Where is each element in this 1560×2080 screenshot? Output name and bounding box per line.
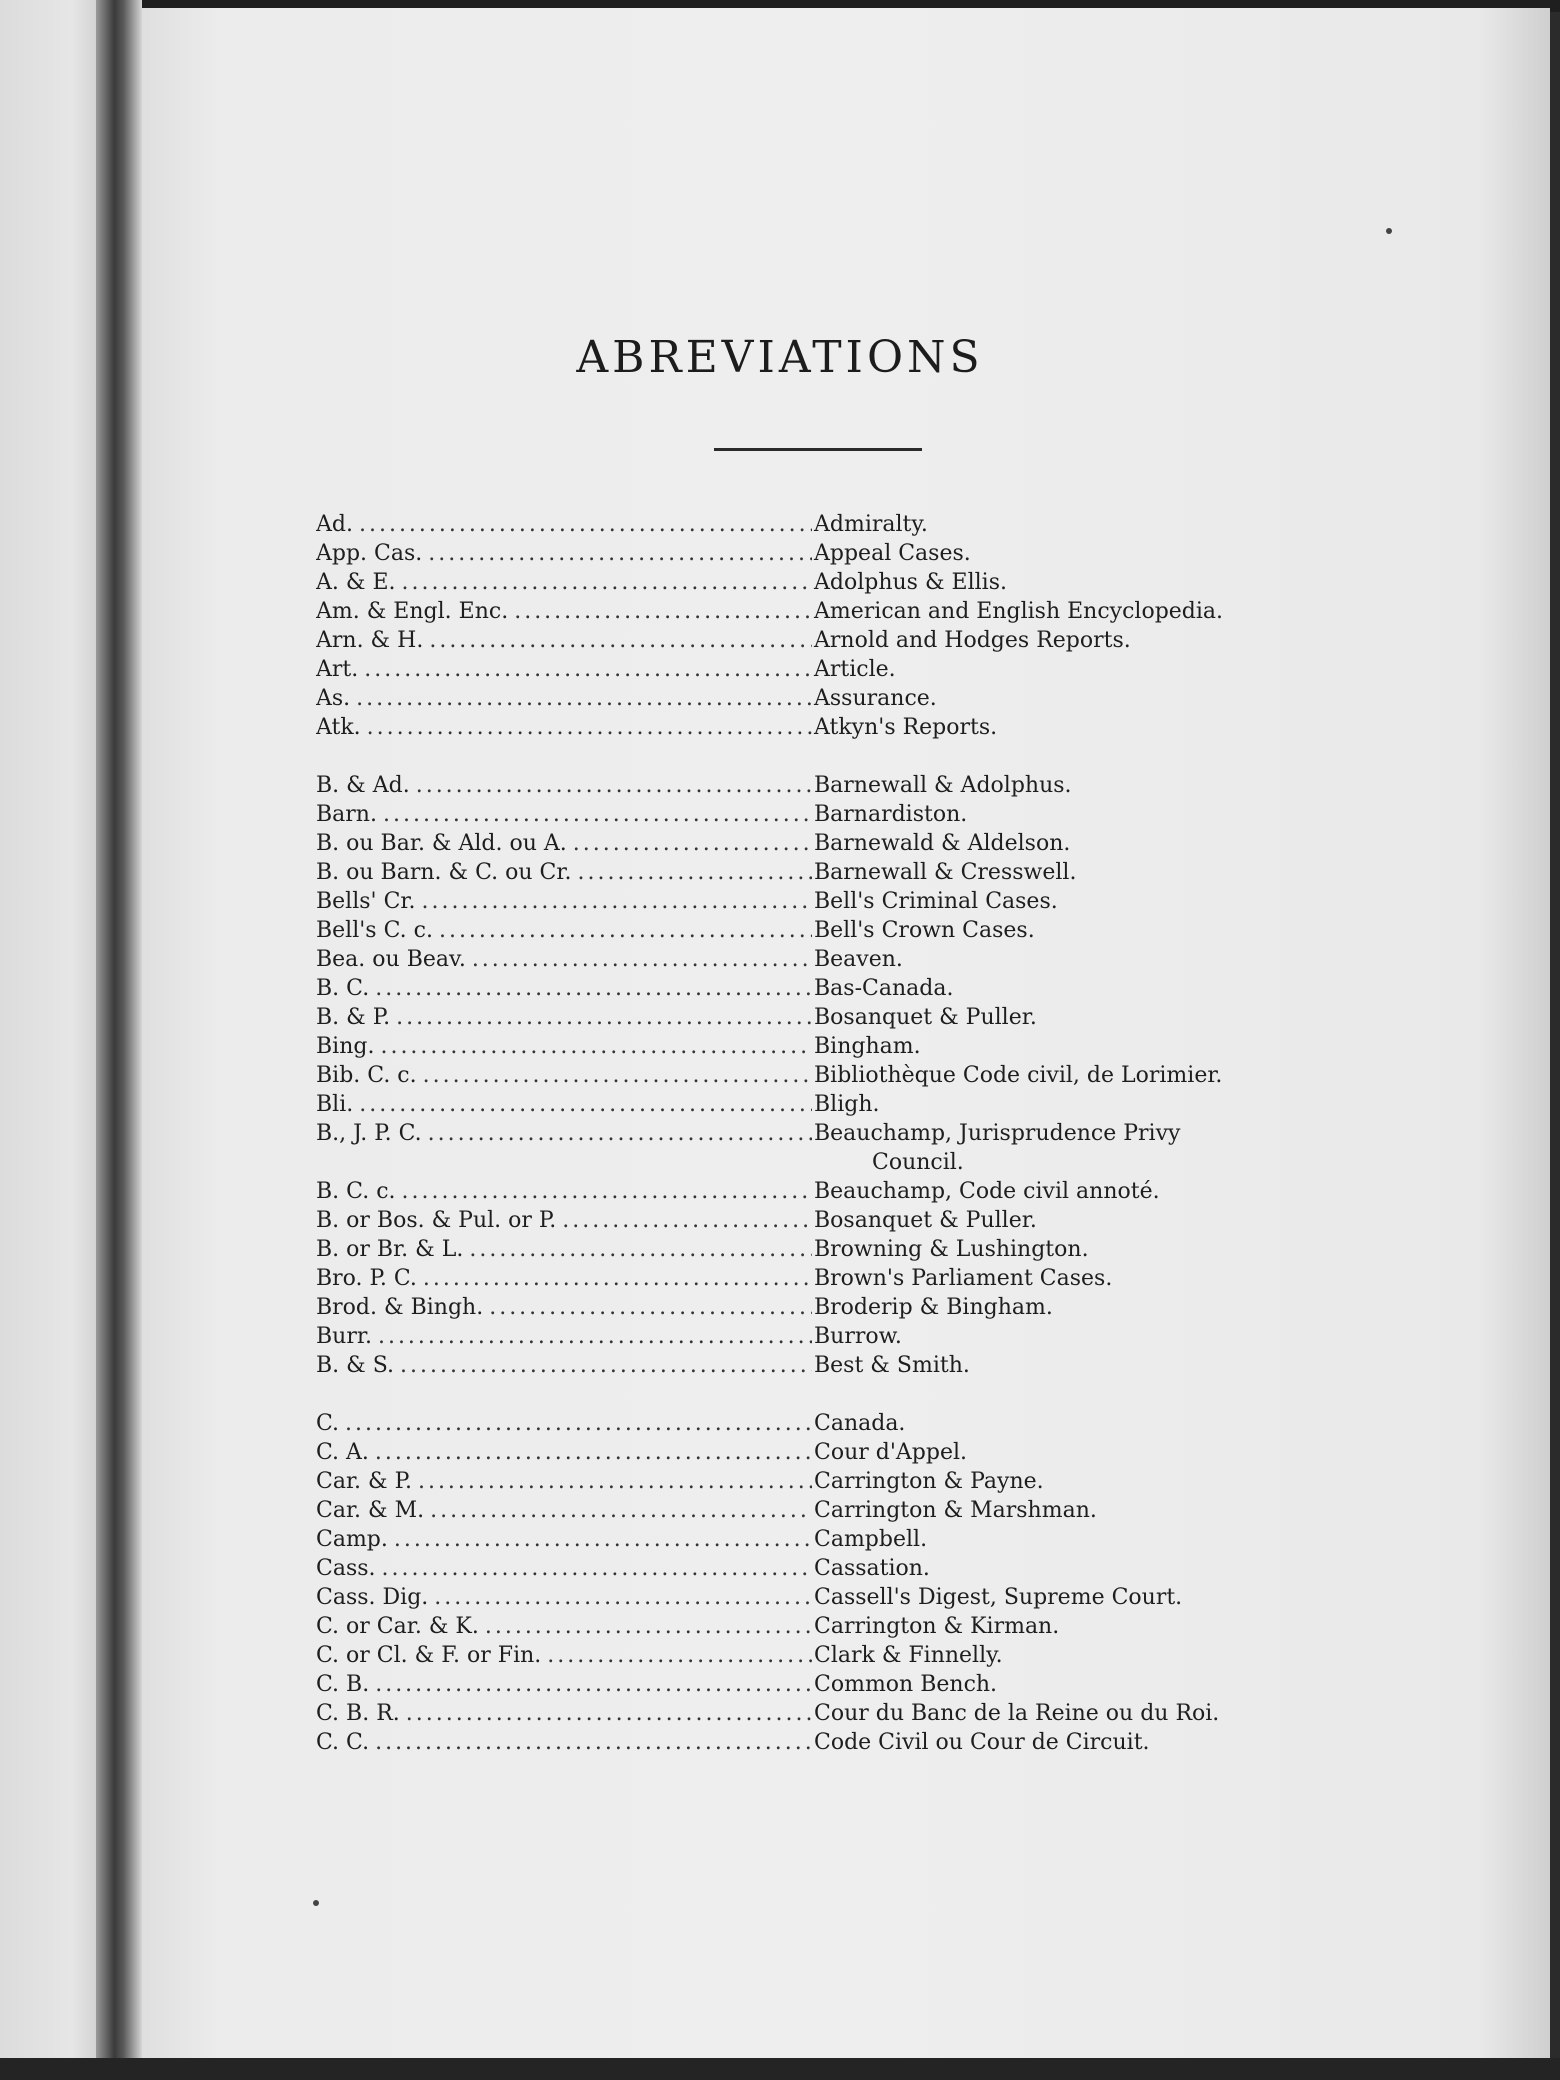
abbreviation-meaning bbox=[812, 1728, 1320, 1757]
abbreviation-meaning bbox=[812, 1670, 1320, 1699]
abbreviation-entry bbox=[316, 1699, 1320, 1728]
abbreviation: C. or Car. & K. bbox=[316, 1614, 479, 1639]
abbreviation-meaning bbox=[812, 1235, 1320, 1264]
abbreviation: Car. & P. bbox=[316, 1469, 412, 1494]
abbreviation-entry bbox=[316, 1206, 1320, 1235]
abbreviation-meaning bbox=[812, 1409, 1320, 1438]
abbreviation-meaning bbox=[812, 1090, 1320, 1119]
abbreviation: Camp. bbox=[316, 1527, 388, 1552]
dot-leader bbox=[418, 1467, 812, 1496]
meaning-text: Bibliothèque Code civil, de Lorimier. bbox=[814, 1063, 1223, 1088]
dot-leader bbox=[375, 1670, 812, 1699]
book-gutter bbox=[96, 0, 142, 2080]
dot-leader bbox=[439, 916, 812, 945]
abbreviation: B. or Bos. & Pul. or P. bbox=[316, 1208, 557, 1233]
abbreviation-meaning bbox=[812, 597, 1320, 626]
abbreviation-entry bbox=[316, 916, 1320, 945]
dot-leader bbox=[394, 1525, 812, 1554]
abbreviation: B., J. P. C. bbox=[316, 1121, 422, 1146]
abbreviation-entry bbox=[316, 1264, 1320, 1293]
dot-leader bbox=[356, 684, 812, 713]
abbreviation: B. & P. bbox=[316, 1005, 391, 1030]
abbreviation: A. & E. bbox=[316, 570, 396, 595]
abbreviation-meaning bbox=[812, 800, 1320, 829]
dot-leader bbox=[469, 1235, 812, 1264]
meaning-text: Bell's Criminal Cases. bbox=[814, 889, 1058, 914]
dot-leader bbox=[382, 1554, 812, 1583]
abbreviation: Cass. Dig. bbox=[316, 1585, 429, 1610]
abbreviation: Arn. & H. bbox=[316, 628, 424, 653]
meaning-text: Beaven. bbox=[814, 947, 903, 972]
abbreviation-meaning bbox=[812, 655, 1320, 684]
section-c bbox=[316, 1409, 1320, 1757]
abbreviation-meaning bbox=[812, 1206, 1320, 1235]
abbreviation-list bbox=[316, 510, 1320, 1786]
meaning-text: Common Bench. bbox=[814, 1672, 998, 1697]
abbreviation-entry bbox=[316, 1496, 1320, 1525]
meaning-text: Barnardiston. bbox=[814, 802, 968, 827]
abbreviation: C. B. R. bbox=[316, 1701, 400, 1726]
abbreviation: Car. & M. bbox=[316, 1498, 425, 1523]
meaning-text: Cour d'Appel. bbox=[814, 1440, 967, 1465]
abbreviation-entry bbox=[316, 568, 1320, 597]
paper-speck bbox=[313, 1900, 319, 1906]
abbreviation-entry bbox=[316, 1438, 1320, 1467]
dot-leader bbox=[562, 1206, 812, 1235]
page-title: ABREVIATIONS bbox=[576, 332, 984, 383]
abbreviation-entry bbox=[316, 539, 1320, 568]
abbreviation-entry bbox=[316, 1119, 1320, 1177]
abbreviation-meaning bbox=[812, 1293, 1320, 1322]
meaning-text: Beauchamp, Code civil annoté. bbox=[814, 1179, 1160, 1204]
meaning-text: Cour du Banc de la Reine ou du Roi. bbox=[814, 1701, 1220, 1726]
abbreviation-entry bbox=[316, 1322, 1320, 1351]
meaning-text: Barnewall & Adolphus. bbox=[814, 773, 1072, 798]
dot-leader bbox=[423, 1061, 812, 1090]
abbreviation-meaning bbox=[812, 1554, 1320, 1583]
abbreviation-entry bbox=[316, 1728, 1320, 1757]
abbreviation: As. bbox=[316, 686, 351, 711]
abbreviation-entry bbox=[316, 510, 1320, 539]
abbreviation: Atk. bbox=[316, 715, 361, 740]
abbreviation: C. A. bbox=[316, 1440, 369, 1465]
paper-speck bbox=[1386, 228, 1392, 234]
abbreviation-entry bbox=[316, 684, 1320, 713]
title-rule bbox=[714, 448, 922, 451]
meaning-text: Code Civil ou Cour de Circuit. bbox=[814, 1730, 1150, 1755]
meaning-text: Atkyn's Reports. bbox=[814, 715, 998, 740]
abbreviation-entry bbox=[316, 1061, 1320, 1090]
dot-leader bbox=[423, 1264, 812, 1293]
meaning-continuation: Council. bbox=[872, 1150, 964, 1175]
meaning-text: Barnewall & Cresswell. bbox=[814, 860, 1077, 885]
dot-leader bbox=[514, 597, 812, 626]
abbreviation: Bib. C. c. bbox=[316, 1063, 417, 1088]
abbreviation: C. or Cl. & F. or Fin. bbox=[316, 1643, 542, 1668]
abbreviation-entry bbox=[316, 1554, 1320, 1583]
abbreviation: Cass. bbox=[316, 1556, 376, 1581]
meaning-text: Burrow. bbox=[814, 1324, 902, 1349]
dot-leader bbox=[428, 539, 812, 568]
abbreviation-entry bbox=[316, 1525, 1320, 1554]
meaning-text: Canada. bbox=[814, 1411, 906, 1436]
meaning-text: Beauchamp, Jurisprudence Privy bbox=[814, 1121, 1181, 1146]
dot-leader bbox=[402, 1177, 812, 1206]
dot-leader bbox=[429, 626, 812, 655]
abbreviation: Bing. bbox=[316, 1034, 375, 1059]
meaning-text: Carrington & Marshman. bbox=[814, 1498, 1097, 1523]
abbreviation-meaning bbox=[812, 858, 1320, 887]
dot-leader bbox=[367, 713, 812, 742]
abbreviation: B. C. bbox=[316, 976, 370, 1001]
meaning-text: Bingham. bbox=[814, 1034, 921, 1059]
abbreviation: Am. & Engl. Enc. bbox=[316, 599, 509, 624]
meaning-text: Admiralty. bbox=[814, 512, 928, 537]
abbreviation: Bro. P. C. bbox=[316, 1266, 417, 1291]
meaning-text: Appeal Cases. bbox=[814, 541, 971, 566]
abbreviation-entry bbox=[316, 1409, 1320, 1438]
abbreviation-entry bbox=[316, 626, 1320, 655]
abbreviation-meaning bbox=[812, 1699, 1320, 1728]
dot-leader bbox=[378, 1322, 812, 1351]
abbreviation-entry bbox=[316, 1467, 1320, 1496]
abbreviation: C. B. bbox=[316, 1672, 370, 1697]
meaning-text: Bosanquet & Puller. bbox=[814, 1208, 1037, 1233]
abbreviation-meaning bbox=[812, 974, 1320, 1003]
abbreviation-entry bbox=[316, 771, 1320, 800]
dot-leader bbox=[359, 1090, 812, 1119]
dot-leader bbox=[547, 1641, 812, 1670]
abbreviation-meaning bbox=[812, 713, 1320, 742]
abbreviation-meaning bbox=[812, 1322, 1320, 1351]
abbreviation-meaning bbox=[812, 510, 1320, 539]
abbreviation-meaning bbox=[812, 887, 1320, 916]
abbreviation-meaning bbox=[812, 1119, 1320, 1177]
abbreviation-entry bbox=[316, 713, 1320, 742]
meaning-text: Cassell's Digest, Supreme Court. bbox=[814, 1585, 1183, 1610]
abbreviation: App. Cas. bbox=[316, 541, 423, 566]
abbreviation-meaning bbox=[812, 1583, 1320, 1612]
dot-leader bbox=[364, 655, 812, 684]
meaning-text: Article. bbox=[814, 657, 896, 682]
dot-leader bbox=[472, 945, 812, 974]
abbreviation-entry bbox=[316, 1641, 1320, 1670]
meaning-text: Campbell. bbox=[814, 1527, 928, 1552]
meaning-text: Clark & Finnelly. bbox=[814, 1643, 1003, 1668]
abbreviation-meaning bbox=[812, 829, 1320, 858]
dot-leader bbox=[577, 858, 812, 887]
abbreviation: B. ou Bar. & Ald. ou A. bbox=[316, 831, 567, 856]
meaning-text: American and English Encyclopedia. bbox=[814, 599, 1224, 624]
abbreviation-entry bbox=[316, 945, 1320, 974]
dot-leader bbox=[345, 1409, 812, 1438]
abbreviation-entry bbox=[316, 1003, 1320, 1032]
abbreviation-meaning bbox=[812, 684, 1320, 713]
meaning-text: Cassation. bbox=[814, 1556, 930, 1581]
abbreviation: B. or Br. & L. bbox=[316, 1237, 464, 1262]
dot-leader bbox=[416, 771, 812, 800]
abbreviation-meaning bbox=[812, 1438, 1320, 1467]
abbreviation-entry bbox=[316, 858, 1320, 887]
abbreviation-entry bbox=[316, 1293, 1320, 1322]
meaning-text: Browning & Lushington. bbox=[814, 1237, 1089, 1262]
section-a bbox=[316, 510, 1320, 742]
abbreviation: Burr. bbox=[316, 1324, 372, 1349]
scan-bottom-edge bbox=[0, 2058, 1560, 2080]
abbreviation-meaning bbox=[812, 916, 1320, 945]
meaning-text: Arnold and Hodges Reports. bbox=[814, 628, 1131, 653]
abbreviation-meaning bbox=[812, 945, 1320, 974]
abbreviation: Bell's C. c. bbox=[316, 918, 433, 943]
abbreviation-entry bbox=[316, 655, 1320, 684]
abbreviation-entry bbox=[316, 1177, 1320, 1206]
abbreviation-entry bbox=[316, 887, 1320, 916]
abbreviation-meaning bbox=[812, 1177, 1320, 1206]
abbreviation-entry bbox=[316, 1090, 1320, 1119]
meaning-text: Barnewald & Aldelson. bbox=[814, 831, 1071, 856]
dot-leader bbox=[430, 1496, 812, 1525]
section-b bbox=[316, 771, 1320, 1380]
dot-leader bbox=[428, 1119, 812, 1148]
dot-leader bbox=[573, 829, 812, 858]
dot-leader bbox=[406, 1699, 812, 1728]
dot-leader bbox=[380, 1032, 812, 1061]
abbreviation-meaning bbox=[812, 1467, 1320, 1496]
dot-leader bbox=[375, 1438, 812, 1467]
abbreviation: C. bbox=[316, 1411, 340, 1436]
abbreviation-meaning bbox=[812, 1525, 1320, 1554]
abbreviation-meaning bbox=[812, 539, 1320, 568]
dot-leader bbox=[375, 974, 812, 1003]
abbreviation: B. C. c. bbox=[316, 1179, 396, 1204]
dot-leader bbox=[396, 1003, 812, 1032]
abbreviation-entry bbox=[316, 974, 1320, 1003]
abbreviation-entry bbox=[316, 1670, 1320, 1699]
abbreviation-meaning bbox=[812, 1351, 1320, 1380]
dot-leader bbox=[485, 1612, 812, 1641]
abbreviation: Art. bbox=[316, 657, 359, 682]
abbreviation-meaning bbox=[812, 568, 1320, 597]
abbreviation-meaning bbox=[812, 1061, 1320, 1090]
abbreviation-meaning bbox=[812, 1496, 1320, 1525]
meaning-text: Bligh. bbox=[814, 1092, 880, 1117]
abbreviation-meaning bbox=[812, 1612, 1320, 1641]
abbreviation-meaning bbox=[812, 1641, 1320, 1670]
abbreviation-entry bbox=[316, 1235, 1320, 1264]
abbreviation-entry bbox=[316, 1351, 1320, 1380]
meaning-text: Best & Smith. bbox=[814, 1353, 970, 1378]
abbreviation: B. & Ad. bbox=[316, 773, 410, 798]
meaning-text: Brown's Parliament Cases. bbox=[814, 1266, 1113, 1291]
abbreviation: Bea. ou Beav. bbox=[316, 947, 466, 972]
abbreviation-entry bbox=[316, 1612, 1320, 1641]
abbreviation-entry bbox=[316, 1032, 1320, 1061]
meaning-text: Carrington & Kirman. bbox=[814, 1614, 1060, 1639]
abbreviation: C. C. bbox=[316, 1730, 370, 1755]
abbreviation-meaning bbox=[812, 1003, 1320, 1032]
dot-leader bbox=[383, 800, 812, 829]
abbreviation-meaning bbox=[812, 1264, 1320, 1293]
abbreviation-meaning bbox=[812, 626, 1320, 655]
dot-leader bbox=[359, 510, 812, 539]
dot-leader bbox=[375, 1728, 812, 1757]
dot-leader bbox=[489, 1293, 812, 1322]
meaning-text: Bell's Crown Cases. bbox=[814, 918, 1035, 943]
abbreviation: B. & S. bbox=[316, 1353, 395, 1378]
abbreviation: Brod. & Bingh. bbox=[316, 1295, 484, 1320]
abbreviation: Bells' Cr. bbox=[316, 889, 416, 914]
abbreviation-entry bbox=[316, 829, 1320, 858]
abbreviation: Bli. bbox=[316, 1092, 354, 1117]
abbreviation: Ad. bbox=[316, 512, 353, 537]
meaning-text: Assurance. bbox=[814, 686, 937, 711]
abbreviation-meaning bbox=[812, 771, 1320, 800]
meaning-text: Carrington & Payne. bbox=[814, 1469, 1044, 1494]
abbreviation-entry bbox=[316, 1583, 1320, 1612]
abbreviation-meaning bbox=[812, 1032, 1320, 1061]
abbreviation: B. ou Barn. & C. ou Cr. bbox=[316, 860, 572, 885]
meaning-text: Adolphus & Ellis. bbox=[814, 570, 1007, 595]
meaning-text: Broderip & Bingham. bbox=[814, 1295, 1053, 1320]
meaning-text: Bas-Canada. bbox=[814, 976, 954, 1001]
abbreviation: Barn. bbox=[316, 802, 377, 827]
dot-leader bbox=[400, 1351, 812, 1380]
meaning-text: Bosanquet & Puller. bbox=[814, 1005, 1037, 1030]
dot-leader bbox=[434, 1583, 812, 1612]
dot-leader bbox=[422, 887, 812, 916]
abbreviation-entry bbox=[316, 597, 1320, 626]
dot-leader bbox=[402, 568, 812, 597]
abbreviation-entry bbox=[316, 800, 1320, 829]
